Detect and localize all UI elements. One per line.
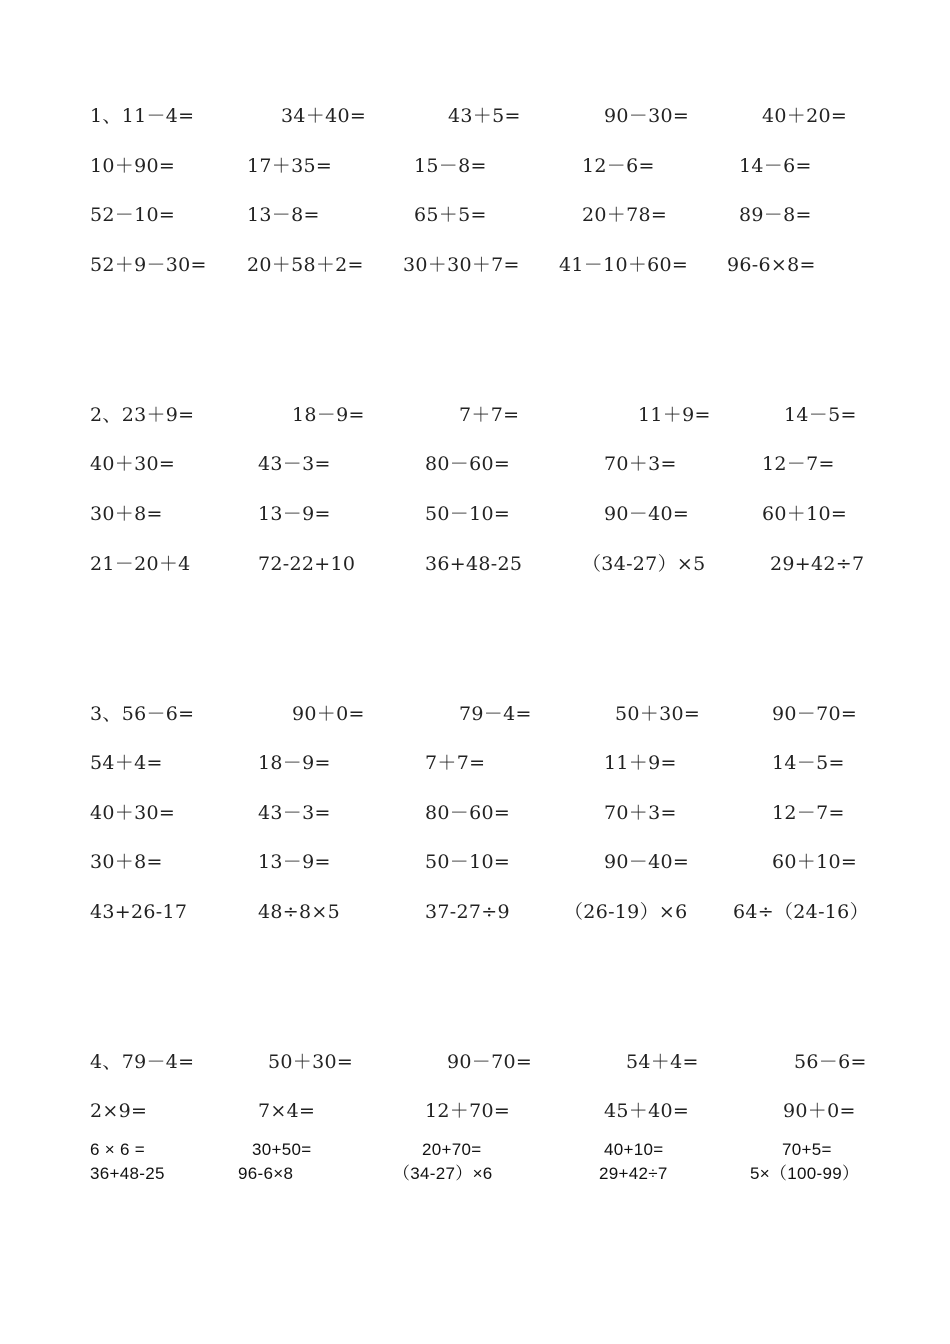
problem: 12－6= bbox=[582, 155, 655, 177]
problem: 50＋30= bbox=[268, 1051, 354, 1073]
section-1-row-4 bbox=[0, 250, 950, 280]
problem: 40+10= bbox=[604, 1140, 664, 1159]
problem: 40＋30= bbox=[90, 453, 176, 475]
problem: 1、11－4= bbox=[90, 105, 195, 127]
problem: 7＋7= bbox=[459, 404, 520, 426]
problem: （34-27）×6 bbox=[393, 1164, 493, 1183]
section-1-row-1 bbox=[0, 101, 950, 131]
section-3-row-1 bbox=[0, 699, 950, 729]
problem: 12＋70= bbox=[425, 1100, 511, 1122]
problem: 34＋40= bbox=[281, 105, 367, 127]
problem: 90－70= bbox=[772, 703, 858, 725]
problem: 90－30= bbox=[604, 105, 690, 127]
problem: 17＋35= bbox=[247, 155, 333, 177]
problem: 54＋4= bbox=[626, 1051, 699, 1073]
problem: 89－8= bbox=[739, 204, 812, 226]
section-2-row-2 bbox=[0, 449, 950, 479]
problem: 30＋30＋7= bbox=[403, 254, 520, 276]
section-3-row-2 bbox=[0, 748, 950, 778]
problem: 52＋9－30= bbox=[90, 254, 207, 276]
problem: 14－6= bbox=[739, 155, 812, 177]
problem: 43＋5= bbox=[448, 105, 521, 127]
problem: 70+5= bbox=[782, 1140, 832, 1159]
problem: 41－10＋60= bbox=[559, 254, 689, 276]
problem: 3、56－6= bbox=[90, 703, 195, 725]
problem: 90＋0= bbox=[292, 703, 365, 725]
problem: 5×（100-99） bbox=[750, 1164, 860, 1183]
section-3-row-3 bbox=[0, 798, 950, 828]
section-2-row-1 bbox=[0, 400, 950, 430]
problem: 80－60= bbox=[425, 802, 511, 824]
section-1-row-3 bbox=[0, 200, 950, 230]
problem: 21－20＋4 bbox=[90, 553, 191, 575]
problem: 37-27÷9 bbox=[425, 901, 510, 923]
problem: 90－40= bbox=[604, 851, 690, 873]
problem: 18－9= bbox=[292, 404, 365, 426]
problem: 36+48-25 bbox=[90, 1164, 165, 1183]
problem: 13－8= bbox=[247, 204, 320, 226]
problem: 13－9= bbox=[258, 851, 331, 873]
problem: 96-6×8 bbox=[238, 1164, 294, 1183]
problem: 90－40= bbox=[604, 503, 690, 525]
problem: 36+48-25 bbox=[425, 553, 523, 575]
problem: 29+42÷7 bbox=[770, 553, 865, 575]
problem: 14－5= bbox=[772, 752, 845, 774]
section-4-row-1 bbox=[0, 1047, 950, 1077]
problem: 79－4= bbox=[459, 703, 532, 725]
section-3-row-4 bbox=[0, 847, 950, 877]
problem: 20＋78= bbox=[582, 204, 668, 226]
section-4-row-2 bbox=[0, 1096, 950, 1126]
problem: 4、79－4= bbox=[90, 1051, 195, 1073]
problem: 14－5= bbox=[784, 404, 857, 426]
problem: 50－10= bbox=[425, 851, 511, 873]
problem: 43－3= bbox=[258, 453, 331, 475]
section-1-row-2 bbox=[0, 151, 950, 181]
problem: 30＋8= bbox=[90, 851, 163, 873]
problem: （26-19）×6 bbox=[564, 901, 688, 923]
problem: 70＋3= bbox=[604, 802, 677, 824]
problem: 50＋30= bbox=[615, 703, 701, 725]
problem: 11＋9= bbox=[604, 752, 677, 774]
problem: 80－60= bbox=[425, 453, 511, 475]
problem: 60＋10= bbox=[762, 503, 848, 525]
problem: 20＋58＋2= bbox=[247, 254, 364, 276]
problem: 50－10= bbox=[425, 503, 511, 525]
problem: 12－7= bbox=[772, 802, 845, 824]
problem: （34-27）×5 bbox=[582, 553, 706, 575]
problem: 2×9= bbox=[90, 1100, 148, 1122]
problem: 96-6×8= bbox=[727, 254, 816, 276]
problem: 29+42÷7 bbox=[599, 1164, 668, 1183]
problem: 54＋4= bbox=[90, 752, 163, 774]
problem: 15－8= bbox=[414, 155, 487, 177]
problem: 18－9= bbox=[258, 752, 331, 774]
section-3-row-5 bbox=[0, 897, 950, 927]
problem: 40＋30= bbox=[90, 802, 176, 824]
problem: 45＋40= bbox=[604, 1100, 690, 1122]
problem: 56－6= bbox=[794, 1051, 867, 1073]
problem: 70＋3= bbox=[604, 453, 677, 475]
problem: 7×4= bbox=[258, 1100, 316, 1122]
problem: 2、23＋9= bbox=[90, 404, 195, 426]
section-2-row-4 bbox=[0, 549, 950, 579]
section-2-row-3 bbox=[0, 499, 950, 529]
problem: 13－9= bbox=[258, 503, 331, 525]
problem: 30+50= bbox=[252, 1140, 312, 1159]
problem: 43+26-17 bbox=[90, 901, 188, 923]
problem: 43－3= bbox=[258, 802, 331, 824]
section-4-small-row-2 bbox=[0, 1162, 950, 1186]
problem: 7＋7= bbox=[425, 752, 486, 774]
problem: 20+70= bbox=[422, 1140, 482, 1159]
problem: 12－7= bbox=[762, 453, 835, 475]
problem: 64÷（24-16） bbox=[733, 901, 869, 923]
problem: 65＋5= bbox=[414, 204, 487, 226]
problem: 30＋8= bbox=[90, 503, 163, 525]
problem: 72-22+10 bbox=[258, 553, 356, 575]
problem: 52－10= bbox=[90, 204, 176, 226]
problem: 90＋0= bbox=[783, 1100, 856, 1122]
problem: 48÷8×5 bbox=[258, 901, 340, 923]
section-4-small-row-1 bbox=[0, 1138, 950, 1162]
problem: 90－70= bbox=[447, 1051, 533, 1073]
problem: 6 × 6 = bbox=[90, 1140, 146, 1159]
problem: 40＋20= bbox=[762, 105, 848, 127]
problem: 10＋90= bbox=[90, 155, 176, 177]
problem: 60＋10= bbox=[772, 851, 858, 873]
problem: 11＋9= bbox=[638, 404, 711, 426]
